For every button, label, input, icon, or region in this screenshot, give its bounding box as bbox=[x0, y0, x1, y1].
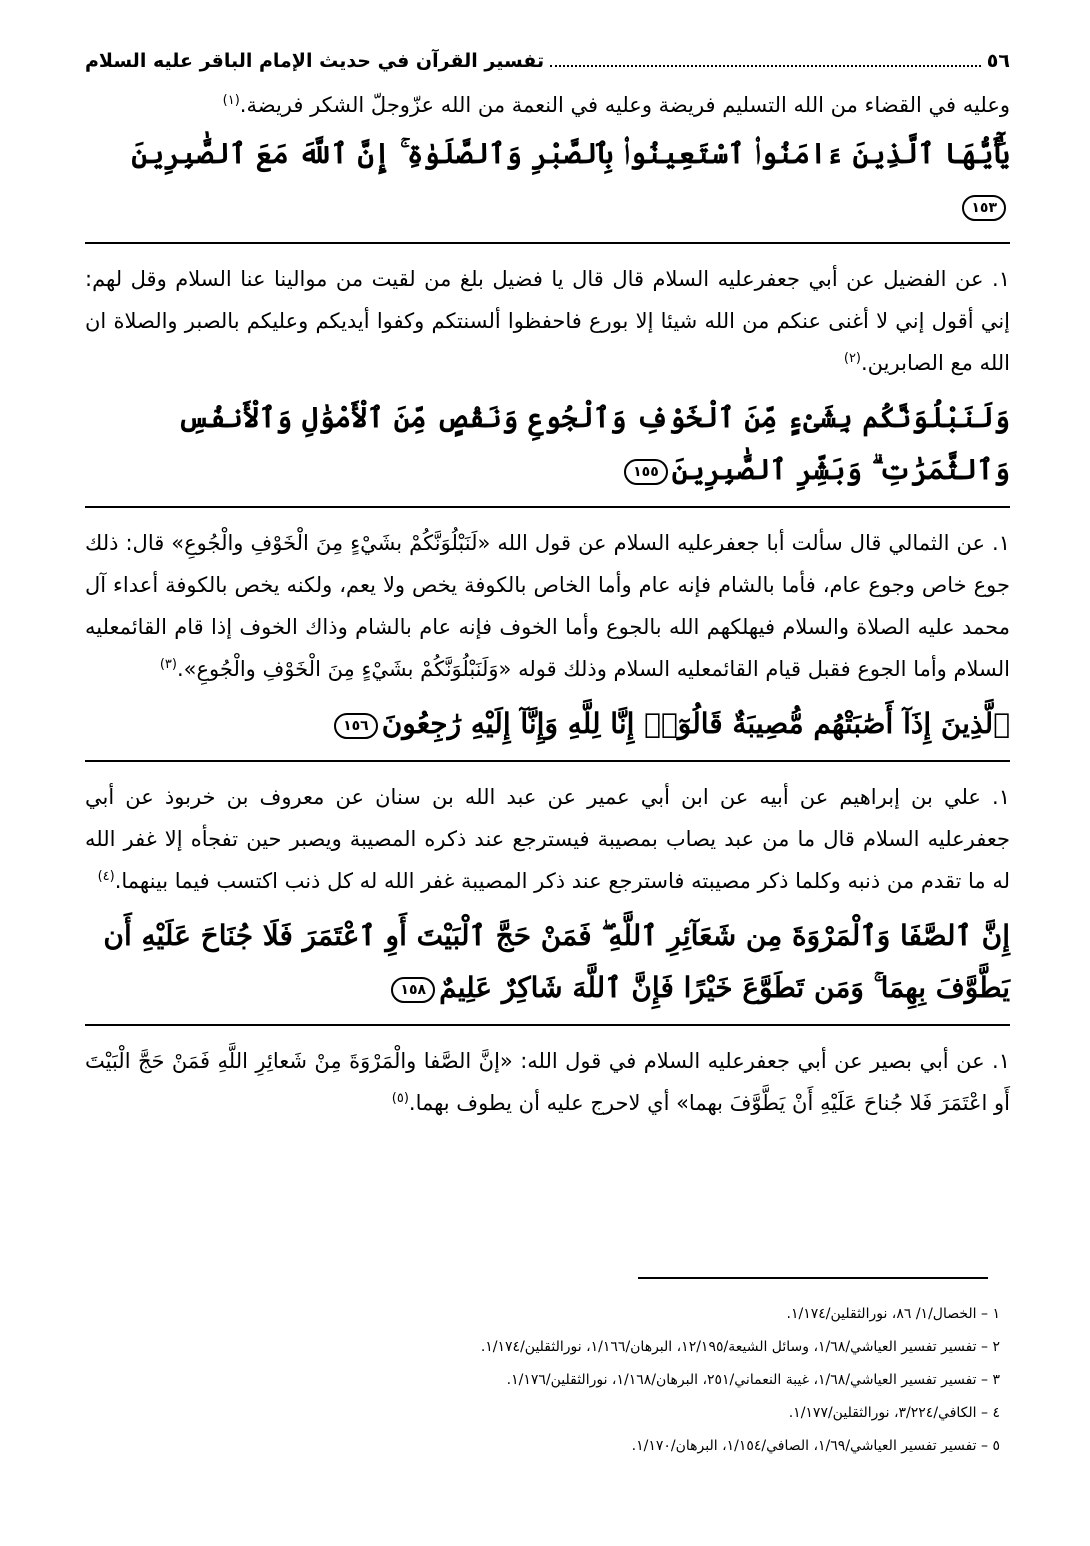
quran-verse: يَٰٓأَيُّهَا ٱلَّذِينَ ءَامَنُوا۟ ٱسْتَعِينُوا۟ بِٱلصَّبْرِ وَٱلصَّلَوٰةِ ۚ إِنَّ ٱللَّهَ مَعَ ٱلصَّٰبِرِينَ١٥٣ bbox=[85, 128, 1010, 232]
footnote-ref: (٥) bbox=[391, 1091, 409, 1106]
running-title: تفسير القرآن في حديث الإمام الباقر عليه السلام bbox=[85, 50, 545, 72]
footnote-item: ٥ – تفسير تفسير العياشي/١/٦٩، الصافي/١/١٥٤، البرهان/١/١٧٠. bbox=[631, 1438, 1000, 1454]
footnote-ref: (٣) bbox=[159, 657, 177, 672]
footnote-rule bbox=[638, 1277, 988, 1279]
quran-verse: وَلَنَبْلُوَنَّكُم بِشَىْءٍ مِّنَ ٱلْخَوْفِ وَٱلْجُوعِ وَنَقْصٍ مِّنَ ٱلْأَمْوَٰلِ وَٱلْأَنفُسِ وَٱلثَّمَرَٰتِ ۗ وَبَشِّرِ ٱلصَّٰبِرِينَ١٥٥ bbox=[177, 401, 1010, 486]
verse-number-badge: ١٥٦ bbox=[334, 713, 378, 739]
verse-separator bbox=[85, 242, 1010, 244]
page bbox=[85, 50, 1010, 1132]
hadith-paragraph: ١. عن أبي بصير عن أبي جعفرعليه السلام في قول الله: «إنَّ الصَّفا والْمَرْوَةَ مِنْ شَعائِرِ اللَّهِ فَمَنْ حَجَّ الْبَيْتَ أَو اعْتَمَرَ فَلا جُناحَ عَلَيْهِ أَنْ يَطَّوَّفَ بهما» أي لاحرج عليه أن يطوف بهما.$^{(٥)}$ bbox=[85, 1049, 1010, 1115]
footnote-ref: (٤) bbox=[97, 869, 115, 884]
footnote-item: ٣ – تفسير تفسير العياشي/١/٦٨، غيبة النعماني/٢٥١، البرهان/١/١٦٨، نورالثقلين/١/١٧٦. bbox=[506, 1372, 1000, 1388]
verse-number-badge: ١٥٣ bbox=[962, 195, 1006, 221]
footnote-item: ١ – الخصال/١/ ٨٦، نورالثقلين/١/١٧٤. bbox=[786, 1306, 1000, 1322]
page-number: ٥٦ bbox=[986, 50, 1010, 72]
footnote-item: ٤ – الكافي/٣/٢٢٤، نورالثقلين/١/١٧٧. bbox=[788, 1405, 1000, 1421]
intro-text: وعليه في القضاء من الله التسليم فريضة وعليه في النعمة من الله عزّوجلّ الشكر فريضة.$^{(١)}$ bbox=[222, 93, 1010, 117]
quran-verse: إِنَّ ٱلصَّفَا وَٱلْمَرْوَةَ مِن شَعَآئِرِ ٱللَّهِ ۖ فَمَنْ حَجَّ ٱلْبَيْتَ أَوِ ٱعْتَمَرَ فَلَا جُنَاحَ عَلَيْهِ أَن يَطَّوَّفَ بِهِمَا ۚ وَمَن تَطَوَّعَ خَيْرًا فَإِنَّ ٱللَّهَ شَاكِرٌ عَلِيمٌ١٥٨ bbox=[103, 919, 1010, 1004]
verse-separator bbox=[85, 760, 1010, 762]
verse-number-badge: ١٥٨ bbox=[391, 977, 435, 1003]
quran-verse: ٱلَّذِينَ إِذَآ أَصَٰبَتْهُم مُّصِيبَةٌ قَالُوٓا۟ إِنَّا لِلَّهِ وَإِنَّآ إِلَيْهِ رَٰجِعُونَ١٥٦ bbox=[85, 698, 1010, 750]
hadith-paragraph: ١. عن الفضيل عن أبي جعفرعليه السلام قال قال يا فضيل بلغ من لقيت من موالينا عنا السلام وقل لهم: إني أقول إني لا أغنى عنكم من الله شيئا إلا بورع فاحفظوا ألسنتكم وكفوا أيديكم وعليكم بالصبر والصلاة ان الله مع الصابرين.$^{(٢)}$ bbox=[85, 267, 1010, 375]
footnote-item: ٢ – تفسير تفسير العياشي/١/٦٨، وسائل الشيعة/١٢/١٩٥، البرهان/١/١٦٦، نورالثقلين/١/١٧٤. bbox=[480, 1339, 1000, 1355]
verse-separator bbox=[85, 506, 1010, 508]
hadith-paragraph: ١. عن الثمالي قال سألت أبا جعفرعليه السلام عن قول الله «لَنَبْلُوَنَّكُمْ بشَيْءٍ مِنَ الْخَوْفِ والْجُوعِ» قال: ذلك جوع خاص وجوع عام، فأما بالشام فإنه عام وأما الخاص بالكوفة يخص ولا يعم، ولكنه يخص بالكوفة أعداء آل محمد عليه الصلاة والسلام فيهلكهم الله بالجوع وأما الخوف فإنه عام بالشام وذاك الخوف إذا قام القائمعليه السلام وأما الجوع فقبل قيام القائمعليه السلام وذلك قوله «وَلَنَبْلُوَنَّكُمْ بشَيْءٍ مِنَ الْخَوْفِ والْجُوعِ».$^{(٣)}$ bbox=[85, 531, 1010, 681]
page-header bbox=[85, 50, 1010, 86]
verse-number-badge: ١٥٥ bbox=[624, 459, 668, 485]
footnote-ref: (١) bbox=[222, 93, 240, 108]
footnotes bbox=[100, 1298, 1000, 1463]
hadith-paragraph: ١. علي بن إبراهيم عن أبيه عن ابن أبي عمير عن عبد الله بن سنان عن معروف بن خربوذ عن أبي جعفرعليه السلام قال ما من عبد يصاب بمصيبة فيسترجع عند ذكره المصيبة ويصبر حين تفجأه إلا غفر الله له ما تقدم من ذنبه وكلما ذكر مصيبته فاسترجع عند ذكر المصيبة غفر الله له كل ذنب اكتسب فيما بينهما.$^{(٤)}$ bbox=[85, 785, 1010, 893]
verse-separator bbox=[85, 1024, 1010, 1026]
header-dot-leader bbox=[550, 51, 981, 67]
footnote-ref: (٢) bbox=[843, 351, 861, 366]
